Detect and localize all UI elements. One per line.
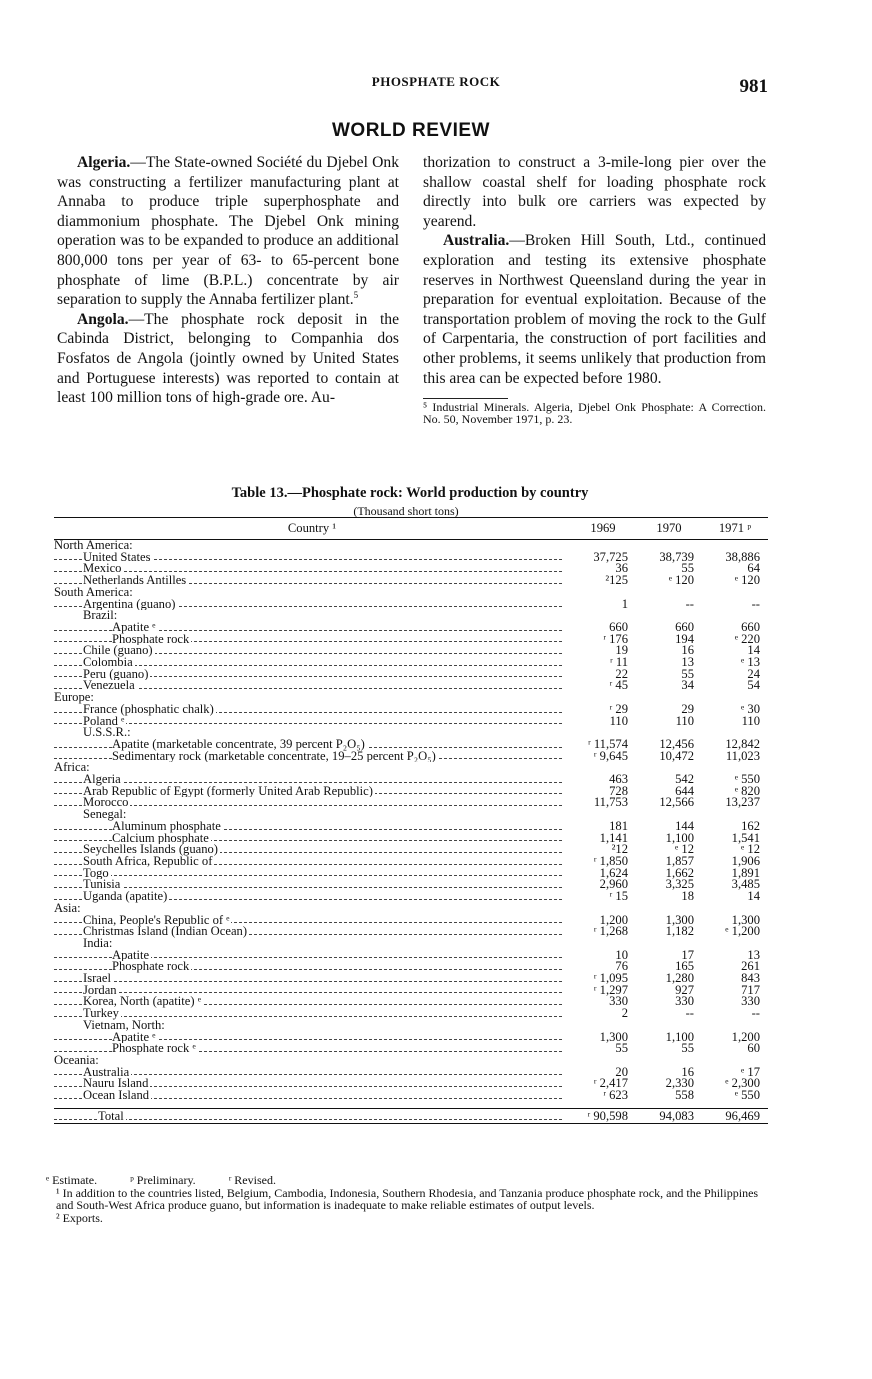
country-cell	[54, 680, 570, 692]
country-label: United States	[83, 551, 151, 564]
value-cell: ʳ 15	[609, 889, 628, 904]
country-cell	[54, 950, 570, 962]
table-row	[54, 575, 768, 587]
country-label: Brazil:	[83, 610, 118, 622]
algeria-paragraph	[57, 153, 399, 310]
value-cell: 2	[621, 1006, 628, 1021]
country-cell	[54, 762, 570, 774]
total-value-cell: 96,469	[702, 1108, 768, 1123]
country-cell	[54, 961, 570, 973]
table-row	[54, 833, 768, 845]
table-row	[54, 587, 768, 599]
algeria-heading: Algeria.	[77, 154, 131, 171]
country-label: Chile (guano)	[83, 645, 153, 658]
country-cell	[54, 938, 570, 950]
country-label: Apatite	[112, 949, 150, 962]
value-cell: 194	[675, 631, 694, 646]
value-cell: 1,300	[665, 912, 694, 927]
country-cell	[54, 973, 570, 985]
country-cell	[54, 844, 570, 856]
country-label: Australia	[83, 1066, 130, 1079]
value-cell: 13	[747, 947, 760, 962]
country-cell	[54, 751, 570, 763]
header-1969: 1969	[570, 518, 636, 540]
note-preliminary: ᵖ Preliminary.	[130, 1173, 196, 1187]
table-row	[54, 891, 768, 903]
value-cell: 55	[681, 666, 694, 681]
value-cell: ᵉ 120	[668, 573, 694, 588]
australia-heading: Australia.	[443, 232, 510, 250]
country-cell	[54, 692, 570, 704]
table-notes	[46, 1174, 764, 1224]
value-cell: ʳ 1,850	[593, 853, 628, 868]
country-label: Vietnam, North:	[83, 1019, 165, 1032]
country-label: Algeria	[83, 774, 121, 786]
value-cell: 12,842	[725, 736, 760, 751]
table-row	[54, 657, 768, 669]
value-cell: 330	[609, 994, 628, 1009]
header-country: Country ¹	[54, 518, 570, 540]
value-cell: ʳ 176	[603, 631, 628, 646]
table-row	[54, 1032, 768, 1044]
table-row	[54, 1090, 768, 1102]
note-estimate: ᵉ Estimate.	[46, 1173, 98, 1187]
country-label: Apatite (marketable concentrate, 39 percent P₂O₅)	[112, 738, 365, 751]
value-cell: ᵉ 550	[734, 1088, 760, 1103]
country-label: France (phosphatic chalk)	[83, 703, 214, 716]
value-cell: 1,280	[665, 971, 694, 986]
value-cell: 17	[681, 947, 694, 962]
total-row	[54, 1108, 768, 1123]
country-cell	[54, 1020, 570, 1032]
value-cell: 1,906	[731, 853, 760, 868]
table-row	[54, 669, 768, 681]
value-cell: 13,237	[725, 795, 760, 810]
value-cell: 1,100	[665, 1029, 694, 1044]
value-cell: ʳ 1,095	[593, 971, 628, 986]
country-cell	[54, 926, 570, 938]
value-cell: ᵉ 120	[734, 573, 760, 588]
value-cell: ᵉ 12	[675, 842, 694, 857]
table-row	[54, 1020, 768, 1032]
value-cell: ᵉ 550	[734, 772, 760, 787]
value-cell: 144	[675, 818, 694, 833]
country-label: Peru (guano)	[83, 668, 149, 681]
value-cell: ʳ 11	[609, 655, 628, 670]
country-label: Africa:	[54, 762, 90, 775]
value-cell: 927	[675, 982, 694, 997]
country-cell	[54, 774, 570, 786]
country-label: Ocean Island	[83, 1090, 150, 1102]
country-cell	[54, 809, 570, 821]
country-cell	[54, 727, 570, 739]
table-body	[54, 540, 768, 1124]
value-cell: 3,325	[665, 877, 694, 892]
country-cell	[54, 587, 570, 599]
country-label: Netherlands Antilles	[83, 575, 187, 587]
value-cell: 29	[681, 701, 694, 716]
table-row	[54, 879, 768, 891]
table-header-row	[54, 518, 768, 540]
running-head: PHOSPHATE ROCK	[371, 74, 501, 89]
country-cell	[54, 833, 570, 845]
country-label: Argentina (guano)	[83, 598, 176, 611]
table-row	[54, 926, 768, 938]
value-cell: 14	[747, 643, 760, 658]
algeria-text: —The State-owned Société du Djebel Onk was constructing a fertilizer manufacturing plant at Annaba to produce triple superphosphate and diammonium phosphate. The Djebel Onk mining operation was to be expanded to produce an additional 800,000 tons per year of 63- to 65-percent bone phosphate of lime (B.P.L.) concentrate by air separation to supply the Annaba fertilizer plant.	[57, 154, 399, 309]
value-cell: 10	[615, 947, 628, 962]
value-cell: ʳ 1,268	[593, 924, 628, 939]
footnote-rule	[423, 398, 508, 399]
country-cell	[54, 1032, 570, 1044]
table-row	[54, 856, 768, 868]
country-label: Colombia	[83, 657, 133, 669]
value-cell: 12,566	[659, 795, 694, 810]
angola-paragraph	[57, 310, 399, 408]
country-cell	[54, 669, 570, 681]
value-cell: 55	[681, 1041, 694, 1056]
country-cell	[54, 1090, 570, 1102]
country-label: Nauru Island	[83, 1078, 149, 1091]
country-label: Israel	[83, 973, 111, 985]
country-label: China, People's Republic of ᵉ	[83, 914, 230, 927]
value-cell: 660	[675, 619, 694, 634]
value-cell: ᵉ 13	[741, 655, 760, 670]
country-cell	[54, 599, 570, 611]
table-row	[54, 915, 768, 927]
country-cell	[54, 563, 570, 575]
country-label: Phosphate rock ᵉ	[112, 1043, 196, 1055]
value-cell: 22	[615, 666, 628, 681]
country-label: Seychelles Islands (guano)	[83, 844, 218, 856]
value-cell: ʳ 29	[609, 701, 628, 716]
table-row	[54, 1008, 768, 1020]
value-cell: 16	[681, 1064, 694, 1079]
value-cell: 11,753	[593, 795, 628, 810]
angola-text-part2: thorization to construct a 3-mile-long pier over the shallow coastal shelf for loading phosphate rock directly into bulk ore carriers was expected by yearend.	[423, 154, 766, 230]
value-cell: 24	[747, 666, 760, 681]
angola-paragraph-continued	[423, 153, 766, 231]
value-cell: 110	[609, 713, 628, 728]
country-cell	[54, 704, 570, 716]
total-label: Total	[98, 1108, 124, 1123]
note-revised: ʳ Revised.	[228, 1173, 276, 1187]
country-cell	[54, 879, 570, 891]
table-row	[54, 985, 768, 997]
value-cell: 38,886	[725, 549, 760, 564]
table-row	[54, 716, 768, 728]
country-cell	[54, 821, 570, 833]
country-cell	[54, 1067, 570, 1079]
table-row	[54, 1078, 768, 1090]
value-cell: ʳ 45	[609, 678, 628, 693]
country-cell	[54, 575, 570, 587]
country-label: Jordan	[83, 984, 117, 997]
value-cell: 1,141	[599, 830, 628, 845]
value-cell: ʳ 2,417	[593, 1076, 628, 1091]
value-cell: 34	[681, 678, 694, 693]
value-cell: ²125	[605, 573, 628, 588]
value-cell: 2,330	[665, 1076, 694, 1091]
country-cell	[54, 786, 570, 798]
country-cell	[54, 868, 570, 880]
value-cell: ᵉ 17	[741, 1064, 760, 1079]
value-cell: 55	[615, 1041, 628, 1056]
page-number: 981	[739, 76, 768, 97]
table-row	[54, 1067, 768, 1079]
section-title: WORLD REVIEW	[332, 120, 490, 141]
value-cell: 38,739	[659, 549, 694, 564]
total-value-cell: 94,083	[636, 1108, 702, 1123]
value-cell: 1,300	[599, 1029, 628, 1044]
country-label: Phosphate rock	[112, 633, 190, 646]
table-row	[54, 868, 768, 880]
angola-heading: Angola.	[77, 310, 129, 328]
value-cell: ʳ 1,297	[593, 982, 628, 997]
table-row	[54, 645, 768, 657]
table-row	[54, 634, 768, 646]
value-cell: 20	[615, 1064, 628, 1079]
value-cell: 76	[615, 959, 628, 974]
australia-paragraph	[423, 231, 766, 388]
notes-keys	[46, 1174, 764, 1187]
table-row	[54, 610, 768, 622]
value-cell: 1,100	[665, 830, 694, 845]
value-cell: ʳ 623	[603, 1088, 628, 1103]
left-column	[57, 153, 399, 408]
value-cell: 660	[741, 619, 760, 634]
angola-text-part1: —The phosphate rock deposit in the Cabinda District, belonging to Companhia dos Fosfatos de Angola (jointly owned by United States and Portuguese interests) was reported to contain at least 100 million tons of high-grade ore. Au-	[57, 310, 399, 407]
header-1970: 1970	[636, 518, 702, 540]
value-cell: --	[685, 1006, 694, 1021]
value-cell: 19	[615, 643, 628, 658]
country-cell	[54, 552, 570, 564]
value-cell: 3,485	[731, 877, 760, 892]
value-cell: 110	[741, 713, 760, 728]
table-row	[54, 821, 768, 833]
country-label: Senegal:	[83, 809, 127, 821]
total-value-cell: ʳ 90,598	[570, 1108, 636, 1123]
footnote-5: ⁵ Industrial Minerals. Algeria, Djebel Onk Phosphate: A Correction. No. 50, November 1971, p. 23.	[423, 400, 766, 427]
value-cell: ᵉ 2,300	[725, 1076, 760, 1091]
table-row	[54, 552, 768, 564]
value-cell: 463	[609, 772, 628, 787]
value-cell: ᵉ 220	[734, 631, 760, 646]
header-1971: 1971 ᵖ	[702, 518, 768, 540]
note-2: ² Exports.	[56, 1210, 103, 1225]
country-label: Europe:	[54, 692, 94, 704]
country-cell	[54, 903, 570, 915]
country-cell	[54, 716, 570, 728]
table-title: Table 13.—Phosphate rock: World production by country	[231, 485, 589, 501]
value-cell: 1,662	[665, 865, 694, 880]
value-cell: 1,200	[599, 912, 628, 927]
value-cell: ʳ 9,645	[593, 748, 628, 763]
footnote-block	[423, 398, 766, 425]
country-cell	[54, 915, 570, 927]
value-cell: 14	[747, 889, 760, 904]
production-table-wrapper	[54, 517, 768, 1124]
country-cell	[54, 634, 570, 646]
value-cell: ᵉ 820	[734, 783, 760, 798]
country-label: Apatite ᵉ	[112, 1031, 156, 1044]
table-row	[54, 950, 768, 962]
table-row	[54, 797, 768, 809]
value-cell: 110	[675, 713, 694, 728]
table-row	[54, 809, 768, 821]
value-cell: ᵉ 1,200	[725, 924, 760, 939]
country-label: South Africa, Republic of	[83, 855, 213, 868]
value-cell: --	[685, 596, 694, 611]
country-cell	[54, 985, 570, 997]
value-cell: 13	[681, 655, 694, 670]
value-cell: 2,960	[599, 877, 628, 892]
right-column	[423, 153, 766, 425]
country-label: Phosphate rock	[112, 961, 190, 974]
country-label: Korea, North (apatite) ᵉ	[83, 996, 201, 1009]
country-cell	[54, 610, 570, 622]
country-cell	[54, 797, 570, 809]
value-cell: --	[751, 1006, 760, 1021]
value-cell: 165	[675, 959, 694, 974]
country-label: Morocco	[83, 797, 129, 810]
table-row	[54, 762, 768, 774]
country-label: South America:	[54, 586, 133, 599]
value-cell: 64	[747, 561, 760, 576]
table-units: (Thousand short tons)	[353, 504, 459, 518]
value-cell: 36	[615, 561, 628, 576]
country-label: Togo	[83, 867, 109, 880]
value-cell: 843	[741, 971, 760, 986]
value-cell: 55	[681, 561, 694, 576]
country-cell	[54, 856, 570, 868]
table-row	[54, 903, 768, 915]
table-row	[54, 996, 768, 1008]
value-cell: 1,541	[731, 830, 760, 845]
total-label-cell	[54, 1108, 570, 1123]
country-label: Asia:	[54, 902, 81, 915]
value-cell: 1,624	[599, 865, 628, 880]
country-cell	[54, 1078, 570, 1090]
value-cell: 660	[609, 619, 628, 634]
country-cell	[54, 1008, 570, 1020]
value-cell: ᵉ 12	[741, 842, 760, 857]
table-row	[54, 692, 768, 704]
country-label: Oceania:	[54, 1054, 99, 1067]
table-row	[54, 599, 768, 611]
value-cell: --	[751, 596, 760, 611]
country-label: Christmas Island (Indian Ocean)	[83, 926, 248, 938]
country-label: Poland ᵉ	[83, 715, 125, 728]
country-cell	[54, 891, 570, 903]
country-label: Aluminum phosphate	[112, 820, 221, 833]
table-row	[54, 680, 768, 692]
country-cell	[54, 622, 570, 634]
value-cell: 261	[741, 959, 760, 974]
value-cell: 18	[681, 889, 694, 904]
table-row	[54, 751, 768, 763]
country-label: India:	[83, 937, 113, 950]
country-cell	[54, 540, 570, 552]
value-cell: ᵉ 30	[741, 701, 760, 716]
country-cell	[54, 1043, 570, 1055]
value-cell: 11,023	[725, 748, 760, 763]
value-cell: ²12	[611, 842, 628, 857]
country-label: Tunisia	[83, 879, 121, 892]
country-cell	[54, 739, 570, 751]
value-cell: 1,891	[731, 865, 760, 880]
table-row	[54, 563, 768, 575]
footnote-ref-5: 5	[353, 289, 359, 300]
value-cell: 10,472	[659, 748, 694, 763]
table-row	[54, 961, 768, 973]
value-cell: 728	[609, 783, 628, 798]
value-cell: 1,200	[731, 1029, 760, 1044]
country-label: Uganda (apatite)	[83, 891, 168, 903]
table-row	[54, 844, 768, 856]
country-cell	[54, 1055, 570, 1067]
table-row	[54, 774, 768, 786]
value-cell: 16	[681, 643, 694, 658]
production-table	[54, 517, 768, 1124]
table-row	[54, 1055, 768, 1067]
value-cell: 717	[741, 982, 760, 997]
country-label: Calcium phosphate	[112, 832, 209, 845]
value-cell: 60	[747, 1041, 760, 1056]
country-label: Turkey	[83, 1008, 119, 1020]
value-cell: 162	[741, 818, 760, 833]
note-1: ¹ In addition to the countries listed, Belgium, Cambodia, Indonesia, Southern Rhodesia, and Tanzania produce phosphate rock, and the Philippines and South-West Africa produce guano, but information is inadequate to make reliable estimates of output levels.	[56, 1185, 759, 1212]
country-cell	[54, 996, 570, 1008]
country-label: Venezuela	[83, 680, 135, 693]
country-label: North America:	[54, 539, 133, 552]
value-cell: 542	[675, 772, 694, 787]
value-cell: 37,725	[593, 549, 628, 564]
value-cell: 330	[675, 994, 694, 1009]
table-row	[54, 704, 768, 716]
value-cell: 1	[621, 596, 628, 611]
value-cell: 181	[609, 818, 628, 833]
country-label: Arab Republic of Egypt (formerly United Arab Republic)	[83, 785, 373, 798]
country-cell	[54, 645, 570, 657]
table-row	[54, 622, 768, 634]
country-label: U.S.S.R.:	[83, 727, 131, 739]
country-label: Mexico	[83, 563, 122, 576]
table-row	[54, 973, 768, 985]
table-row	[54, 938, 768, 950]
value-cell: 1,857	[665, 853, 694, 868]
country-label: Apatite ᵉ	[112, 621, 156, 634]
value-cell: 54	[747, 678, 760, 693]
australia-text: —Broken Hill South, Ltd., continued exploration and testing its extensive phosphate reserves in Northwest Queensland during the year in preparation for eventual exploitation. Because of the transportation problem of moving the rock to the Gulf of Carpentaria, the construction of port facilities and other problems, it seems unlikely that production from this area can be expected before 1980.	[423, 232, 766, 387]
value-cell: 330	[741, 994, 760, 1009]
value-cell: 1,182	[665, 924, 694, 939]
value-cell: 12,456	[659, 736, 694, 751]
value-cell: 558	[675, 1088, 694, 1103]
country-cell	[54, 657, 570, 669]
value-cell: 1,300	[731, 912, 760, 927]
table-row	[54, 1043, 768, 1055]
value-cell: ʳ 11,574	[587, 736, 628, 751]
value-cell: 644	[675, 783, 694, 798]
country-label: Sedimentary rock (marketable concentrate, 19–25 percent P₂O₅)	[112, 750, 436, 763]
